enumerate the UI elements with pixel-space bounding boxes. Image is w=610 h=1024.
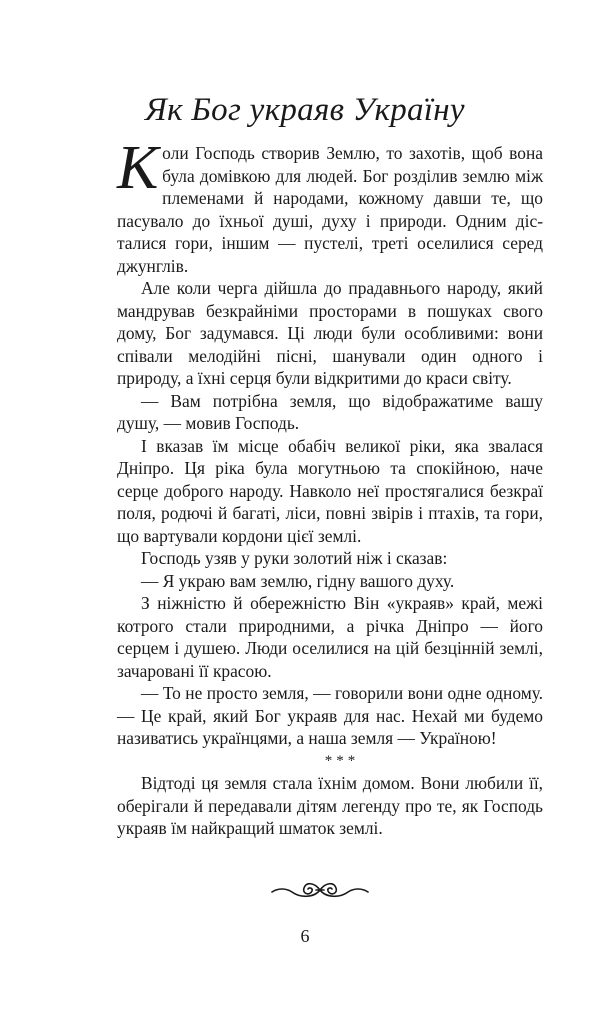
story-text [117,134,543,840]
paragraph-1-text: оли Господь створив Землю, то захотів, щоб вона була домівкою для людей. Бог розділив землю між племенами й народами, кожному давши те, що пасувало до їхньої душі, духу і природи. Одним дісталися гори, іншим — пустелі, треті оселилися серед джунглів. [117,143,543,276]
section-separator: *** [324,752,360,769]
ornament-flourish-icon [270,878,370,902]
paragraph-3: — Вам потрібна земля, що відображатиме вашу душу, — мовив Господь. [117,390,543,433]
closing-paragraph: Відтоді ця земля стала їхнім домом. Вони любили її, оберігали й передавали дітям легенду про те, як Господь украяв їм найкращий шматок землі. [117,773,543,838]
paragraph-7: З ніжністю й обережністю Він «украяв» край, межі котрого стали природними, а річка Дніпро — його серцем і душею. Люди оселилися на цій безцінній землі, зачаровані її красою. [117,593,543,681]
paragraph-8: — То не просто земля, — говорили вони одне одному. — Це край, який Бог украяв для нас. Нехай ми будемо називатись українцями, а наша земля — Україною! [117,683,543,748]
paragraph-5: Господь узяв у руки золотий ніж і сказав: [141,548,448,568]
story-title: Як Бог украяв Україну [145,92,465,128]
drop-cap: К [117,134,159,202]
paragraph-2: Але коли черга дійшла до прадавнього народу, який мандрував безкрайніми просторами в пошуках свого дому, Бог задумався. Ці люди були особливими: вони співали мелодійні пісні, шанували один одного і природу, а їхні серця були відкритими до краси світу. [117,278,543,388]
paragraph-4: І вказав їм місце обабіч великої ріки, яка звалася Дніпро. Ця ріка була могутньою та спокійною, наче серце доброго народу. Навколо неї простягалися безкраї поля, родючі й багаті, ліси, повні звірів і птахів, та гори, що вартували кордони цієї землі. [117,435,543,546]
paragraph-6: — Я украю вам землю, гідну вашого духу. [141,570,455,591]
paragraph-1 [117,134,543,277]
page-number: 6 [300,926,310,946]
